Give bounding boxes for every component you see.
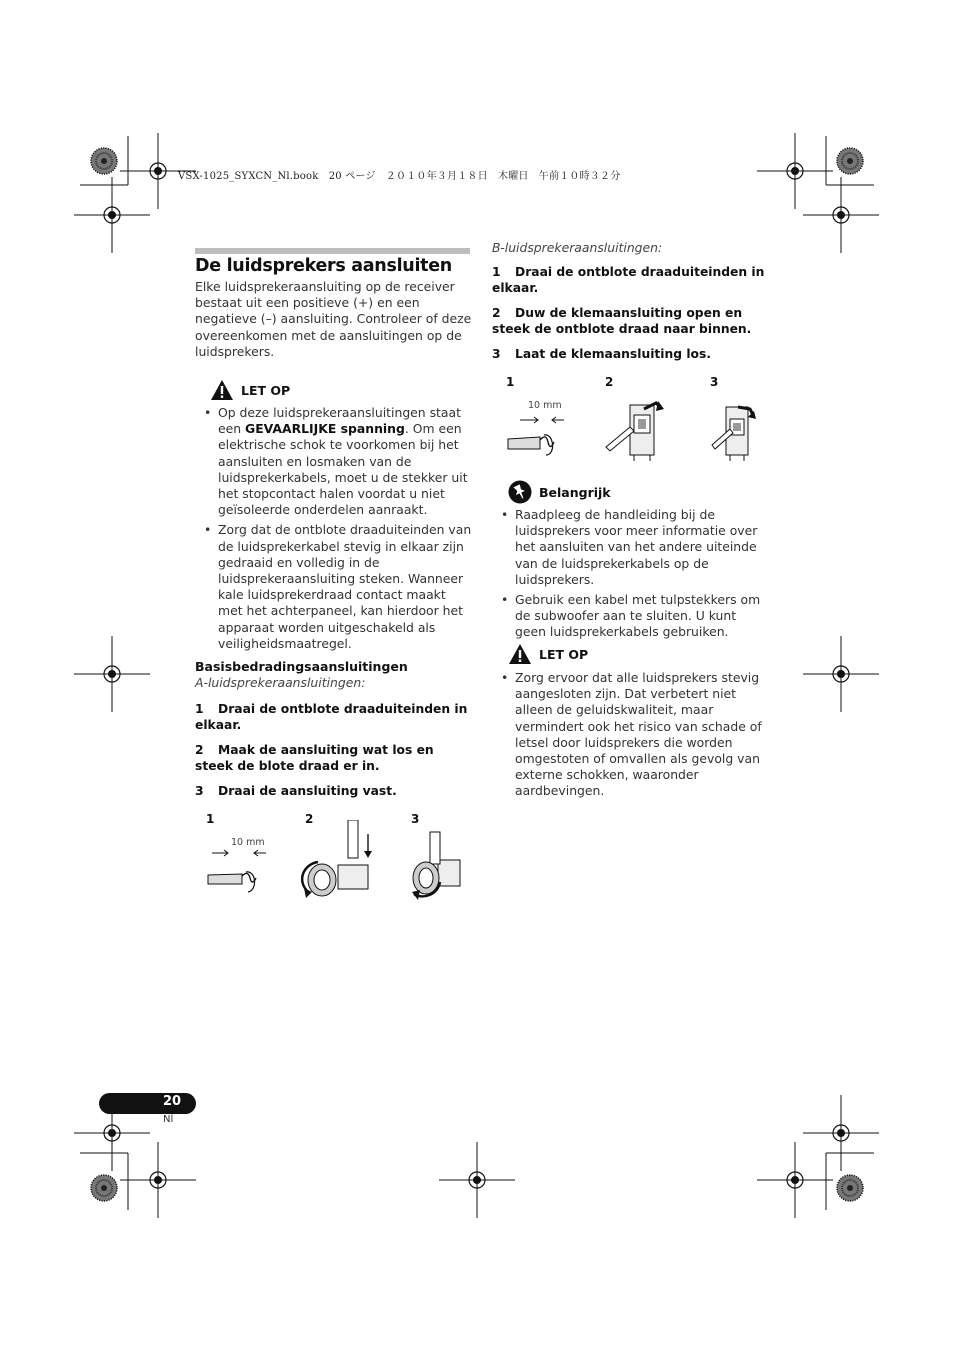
print-file-info: VSX-1025_SYXCN_Nl.book 20 ページ ２０１０年３月１８日 木曜日 午前１０時３２分 (178, 171, 621, 182)
b-speaker-section (492, 240, 770, 256)
title-bar (195, 248, 470, 254)
binding-post-loosen-icon (302, 820, 372, 898)
a-steps (195, 701, 473, 799)
important-title: Belangrijk (539, 484, 611, 500)
important-heading (508, 480, 611, 504)
figure-b-label-2: 2 (605, 375, 614, 389)
caution-heading-left (210, 379, 290, 401)
figure-b-illustration (500, 395, 770, 465)
caution-title-right: LET OP (539, 646, 589, 662)
important-list (492, 507, 770, 645)
important-pin-icon (508, 480, 532, 504)
figure-a-label-3: 3 (411, 812, 420, 826)
section-subheading: Basisbedradingsaansluitingen (195, 659, 408, 674)
step-1: 1 Draai de ontblote draaduiteinden in elkaar. (195, 702, 468, 732)
step-2: 2 Maak de aansluiting wat los en steek de blote draad er in. (195, 743, 434, 773)
figure-a-illustration (200, 820, 470, 905)
caution-list-left (195, 405, 473, 656)
list-item: • Raadpleeg de handleiding bij de luidsprekers voor meer informatie over het aansluiten van het andere uiteinde van de luidsprekerkabels op de luidsprekers. (492, 507, 770, 588)
list-item: • Op deze luidsprekeraansluitingen staat een GEVAARLIJKE spanning. Om een elektrische schok te voorkomen bij het aansluiten en losmaken van de luidsprekerkabels, moet u de stekker uit het stopcontact halen voordat u niet geïsoleerde onderdelen aanraakt. (195, 405, 473, 518)
spring-clip-open-icon (606, 401, 664, 461)
figure-a-label-1: 1 (206, 812, 215, 826)
page-title: De luidsprekers aansluiten (195, 256, 452, 276)
a-speaker-subtitle: A-luidsprekeraansluitingen: (195, 675, 366, 691)
step-2: 2 Duw de klemaansluiting open en steek de ontblote draad naar binnen. (492, 306, 752, 336)
caution-list-right (492, 670, 770, 804)
basic-wiring-section (195, 659, 473, 691)
step-3: 3 Draai de aansluiting vast. (195, 784, 397, 798)
caution-title-left: LET OP (241, 382, 291, 398)
list-item: • Zorg dat de ontblote draaduiteinden van de luidsprekerkabel stevig in elkaar zijn gedraaid en volledig in de luidsprekeraansluiting steken. Wanneer kale luidsprekerdraad contact maakt met het achterpaneel, kan hierdoor het apparaat worden uitgeschakeld als veiligheidsmaatregel. (195, 522, 473, 652)
step-3: 3 Laat de klemaansluiting los. (492, 347, 711, 361)
warning-icon (508, 643, 532, 665)
intro-paragraph (195, 279, 473, 360)
b-speaker-subtitle: B-luidsprekeraansluitingen: (492, 240, 663, 255)
danger-voltage-emphasis: GEVAARLIJKE spanning (245, 421, 405, 437)
page-language: Nl (163, 1114, 174, 1125)
b-steps (492, 264, 770, 362)
list-item: • Zorg ervoor dat alle luidsprekers stevig aangesloten zijn. Dat verbetert niet alleen de geluidskwaliteit, maar vermindert ook het risico van schade of letsel door luidsprekers die worden omgestoten of omvallen als gevolg van externe schokken, waaronder aardbevingen. (492, 670, 770, 800)
figure-a-label-2: 2 (305, 812, 314, 826)
figure-b-label-1: 1 (506, 375, 515, 389)
spring-clip-release-icon (712, 407, 756, 461)
figure-b-measure: 10 mm (528, 400, 562, 411)
caution-heading-right (508, 643, 588, 665)
page-number: 20 (162, 1094, 182, 1109)
warning-icon (210, 379, 234, 401)
twisted-wire-icon (208, 850, 266, 892)
figure-a-measure: 10 mm (231, 837, 265, 848)
binding-post-tighten-icon (412, 832, 460, 900)
figure-b-label-3: 3 (710, 375, 719, 389)
step-1: 1 Draai de ontblote draaduiteinden in elkaar. (492, 265, 765, 295)
twisted-wire-icon (508, 417, 564, 455)
intro-text: Elke luidsprekeraansluiting op de receiver bestaat uit een positieve (+) en een negatieve (–) aansluiting. Controleer of deze overeenkomen met de aansluitingen op de luidsprekers. (195, 279, 472, 359)
list-item: • Gebruik een kabel met tulpstekkers om de subwoofer aan te sluiten. U kunt geen luidsprekerkabels gebruiken. (492, 592, 770, 641)
